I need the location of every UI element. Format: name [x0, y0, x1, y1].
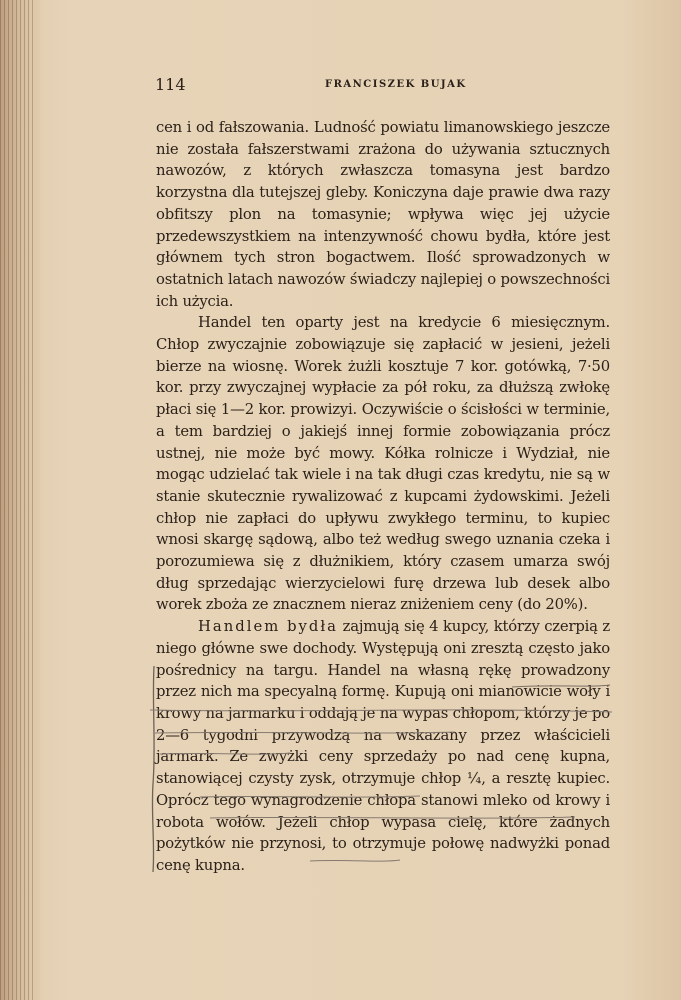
body-text: [156, 117, 610, 877]
running-title: FRANCISZEK BUJAK: [325, 79, 467, 90]
paragraph-1: cen i od fałszowania. Ludność powiatu limanowskiego jeszcze nie została fałszerstwami zrażona do używania sztucznych nawozów, z których zwłaszcza tomasyna jest bardzo korzystna dla tutejszej gleby. Koniczyna daje prawie dwa razy obfitszy plon na tomasynie; wpływa więc jej użycie przedewszystkiem na intenzywność chowu bydła, które jest głównem tych stron bogactwem. Ilość sprowadzonych w ostatnich latach nawozów świadczy najlepiej o powszechności ich użycia.: [156, 119, 610, 310]
page-number: 114: [155, 75, 186, 94]
pencil-margin-mark: [140, 664, 166, 874]
paragraph-3: [156, 616, 610, 876]
paragraph-3-text: zajmują się 4 kupcy, którzy czerpią z niego główne swe dochody. Występują oni zresztą często jako pośrednicy na targu. Handel na własną rękę prowadzony przez nich ma specyalną formę. Kupują oni mianowicie woły i krowy na jarmarku i oddają je na wypas chłopom, którzy je po 2—6 tygodni przywodzą na wskazany przez właścicieli jarmark. Ze zwyżki ceny sprzedaży po nad cenę kupna, stanowiącej czysty zysk, otrzymuje chłop ¼, a resztę kupiec. Oprócz tego wynagrodzenie chłopa stanowi mleko od krowy i robota wołów. Jeżeli chłop wypasa cielę, które żadnych pożytków nie przynosi, to otrzymuje połowę nadwyżki ponad cenę kupna.: [156, 618, 610, 874]
page-edges: [0, 0, 34, 1000]
page-header: [155, 75, 610, 97]
paragraph-2: Handel ten oparty jest na kredycie 6 miesięcznym. Chłop zwyczajnie zobowiązuje się zapłacić w jesieni, jeżeli bierze na wiosnę. Worek żużli kosztuje 7 kor. gotówką, 7·50 kor. przy zwyczajnej wypłacie za pół roku, za dłuższą zwłokę płaci się 1—2 kor. prowizyi. Oczywiście o ścisłości w terminie, a tem bardziej o jakiejś innej formie zobowiązania prócz ustnej, nie może być mowy. Kółka rolnicze i Wydział, nie mogąc udzielać tak wiele i na tak długi czas kredytu, nie są w stanie skutecznie rywalizować z kupcami żydowskimi. Jeżeli chłop nie zapłaci do upływu zwykłego terminu, to kupiec wnosi skargę sądową, albo też według swego uznania czeka i porozumiewa się z dłużnikiem, który czasem umarza swój dług sprzedając wierzycielowi furę drzewa lub desek albo worek zboża ze znacznem nieraz zniżeniem ceny (do 20%).: [156, 314, 610, 614]
spaced-lead: Handlem bydła: [198, 618, 338, 636]
